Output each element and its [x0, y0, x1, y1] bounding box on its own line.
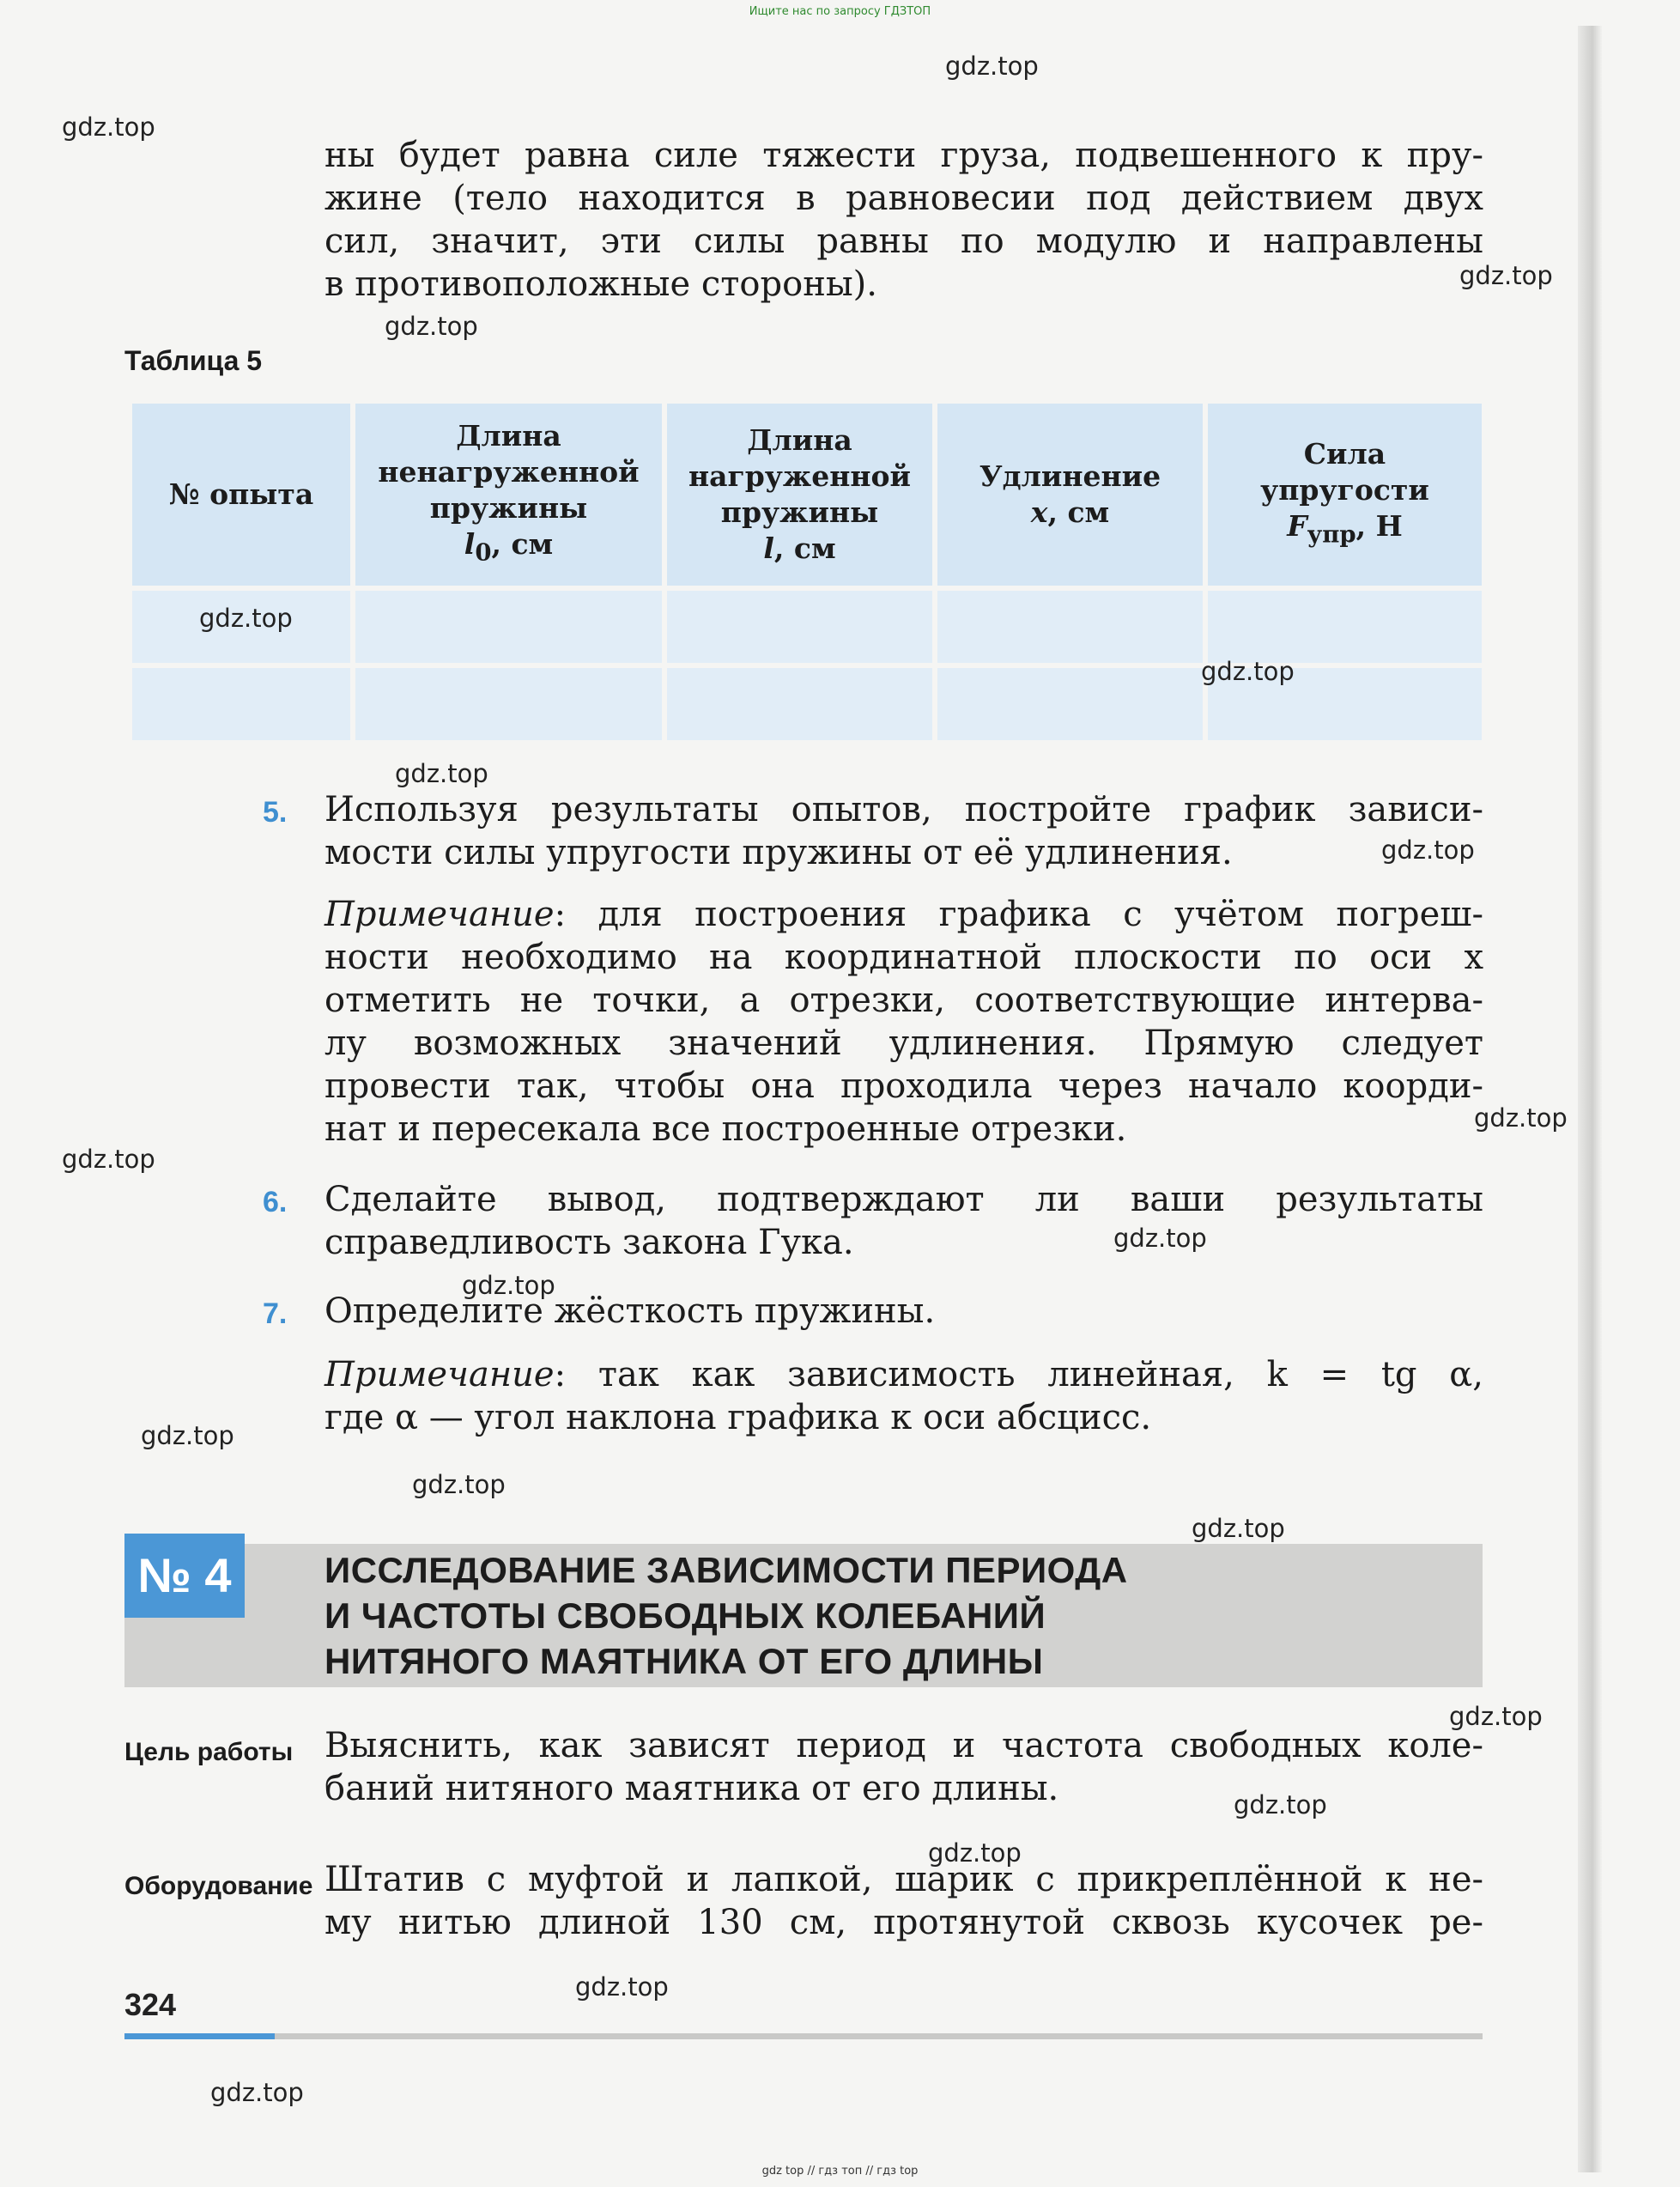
intro-line: в противоположные стороны). [324, 264, 878, 304]
header-elastic-force [1205, 401, 1484, 588]
header-experiment-number [130, 401, 353, 588]
header-text: нагруженной [688, 459, 912, 493]
header-text: Сила [1303, 437, 1386, 471]
page-number: 324 [124, 1987, 177, 2022]
header-subscript: 0 [475, 538, 492, 567]
watermark: gdz.top [1449, 1702, 1543, 1731]
step-line: мости силы упругости пружины от её удлинения. [324, 833, 1233, 872]
table-cell [353, 588, 664, 665]
header-variable: F [1287, 509, 1307, 544]
watermark: gdz.top [575, 1972, 669, 2002]
table-cell [1205, 588, 1484, 665]
table-caption: Таблица 5 [124, 345, 263, 376]
note-line: отметить не точки, а отрезки, соответствующие интерва- [324, 981, 1483, 1020]
note-line [324, 893, 1483, 936]
lab-title-line: ИССЛЕДОВАНИЕ ЗАВИСИМОСТИ ПЕРИОДА [324, 1550, 1128, 1590]
header-text: пружины [720, 495, 879, 529]
table-cell [664, 588, 935, 665]
header-text: Длина [456, 419, 561, 453]
equipment-line: му нитью длиной 130 см, протянутой сквозь кусочек ре- [324, 1903, 1483, 1942]
watermark: gdz.top [462, 1271, 555, 1300]
header-elongation [935, 401, 1205, 588]
equipment-label: Оборудование [124, 1872, 313, 1900]
note-line: нат и пересекала все построенные отрезки. [324, 1109, 1127, 1149]
header-unloaded-length [353, 401, 664, 588]
header-text: ненагруженной [378, 455, 640, 489]
data-table [127, 398, 1487, 745]
watermark: gdz.top [141, 1421, 234, 1450]
equipment-text [324, 1858, 1483, 1944]
lab-title [324, 1547, 1128, 1684]
header-text: Удлинение [979, 459, 1161, 493]
header-unit: , см [1047, 495, 1110, 529]
header-unit: , Н [1356, 509, 1403, 544]
step-line: Определите жёсткость пружины. [324, 1291, 936, 1331]
table-cell [130, 665, 353, 743]
lab-number-badge: № 4 [124, 1534, 245, 1618]
step-5-note [324, 893, 1483, 1151]
footer-accent-bar [124, 2033, 275, 2039]
header-variable: l [464, 527, 476, 562]
note-label: Примечание [324, 1355, 555, 1394]
step-number: 6. [263, 1186, 288, 1218]
step-7-note [324, 1353, 1483, 1439]
watermark: gdz.top [1192, 1514, 1285, 1543]
watermark: gdz.top [210, 2078, 304, 2107]
watermark: gdz.top [928, 1838, 1022, 1868]
table-cell [353, 665, 664, 743]
watermark: gdz.top [1113, 1224, 1207, 1253]
step-5-text [324, 788, 1483, 874]
watermark: gdz.top [199, 604, 293, 633]
step-line: справедливость закона Гука. [324, 1223, 854, 1262]
table-header-row [130, 401, 1484, 588]
watermark: gdz.top [1381, 835, 1475, 865]
intro-line: жине (тело находится в равновесии под действием двух [324, 179, 1483, 218]
note-text: : для построения графика с учётом погреш- [554, 895, 1483, 934]
watermark: gdz.top [385, 312, 478, 341]
header-variable: x [1030, 495, 1048, 529]
header-unit: , см [773, 532, 836, 565]
goal-line: Выяснить, как зависят период и частота свободных коле- [324, 1726, 1483, 1765]
lab-title-line: НИТЯНОГО МАЯТНИКА ОТ ЕГО ДЛИНЫ [324, 1641, 1044, 1681]
note-line: где α — угол наклона графика к оси абсцисс. [324, 1398, 1152, 1437]
header-text: № опыта [168, 477, 314, 511]
table-cell [935, 665, 1205, 743]
watermark: gdz.top [1474, 1103, 1568, 1133]
note-line: провести так, чтобы она проходила через начало коорди- [324, 1066, 1483, 1106]
intro-paragraph [324, 134, 1483, 306]
note-line: лу возможных значений удлинения. Прямую следует [324, 1024, 1483, 1063]
note-line: ности необходимо на координатной плоскости по оси x [324, 938, 1483, 977]
table-row [130, 588, 1484, 665]
lab-title-line: И ЧАСТОТЫ СВОБОДНЫХ КОЛЕБАНИЙ [324, 1595, 1046, 1636]
step-line: Сделайте вывод, подтверждают ли ваши результаты [324, 1180, 1483, 1219]
watermark: gdz.top [395, 759, 488, 788]
header-text: пружины [429, 491, 588, 525]
header-unit: , см [491, 527, 554, 562]
step-line: Используя результаты опытов, постройте график зависи- [324, 790, 1483, 829]
header-text: Длина [747, 423, 852, 457]
equipment-line: Штатив с муфтой и лапкой, шарик с прикреплённой к не- [324, 1860, 1483, 1899]
watermark: gdz.top [1234, 1790, 1327, 1819]
header-text: упругости [1260, 473, 1429, 507]
watermark: gdz.top [1201, 657, 1295, 686]
watermark: gdz.top [1459, 261, 1553, 290]
table-cell [664, 665, 935, 743]
header-loaded-length [664, 401, 935, 588]
table-cell [935, 588, 1205, 665]
step-number: 5. [263, 796, 288, 829]
goal-label: Цель работы [124, 1738, 294, 1766]
step-number: 7. [263, 1297, 288, 1330]
watermark: gdz.top [945, 52, 1039, 81]
watermark: gdz.top [62, 112, 155, 142]
header-subscript: упр [1307, 520, 1356, 549]
goal-line: баний нитяного маятника от его длины. [324, 1769, 1059, 1808]
footer-note: gdz top // гдз топ // гдз top [761, 2165, 919, 2178]
page-edge-shadow [1578, 26, 1602, 2172]
intro-line: сил, значит, эти силы равны по модулю и направлены [324, 222, 1483, 261]
header-variable: l [763, 532, 774, 565]
watermark: gdz.top [412, 1470, 506, 1499]
site-note: Ищите нас по запросу ГДЗТОП [749, 5, 931, 18]
note-line [324, 1353, 1483, 1396]
footer-rule [124, 2033, 1483, 2039]
step-6-text [324, 1178, 1483, 1264]
intro-line: ны будет равна силе тяжести груза, подвешенного к пру- [324, 136, 1483, 175]
note-label: Примечание [324, 895, 555, 934]
note-text: : так как зависимость линейная, k = tg α, [554, 1355, 1483, 1394]
watermark: gdz.top [62, 1145, 155, 1174]
